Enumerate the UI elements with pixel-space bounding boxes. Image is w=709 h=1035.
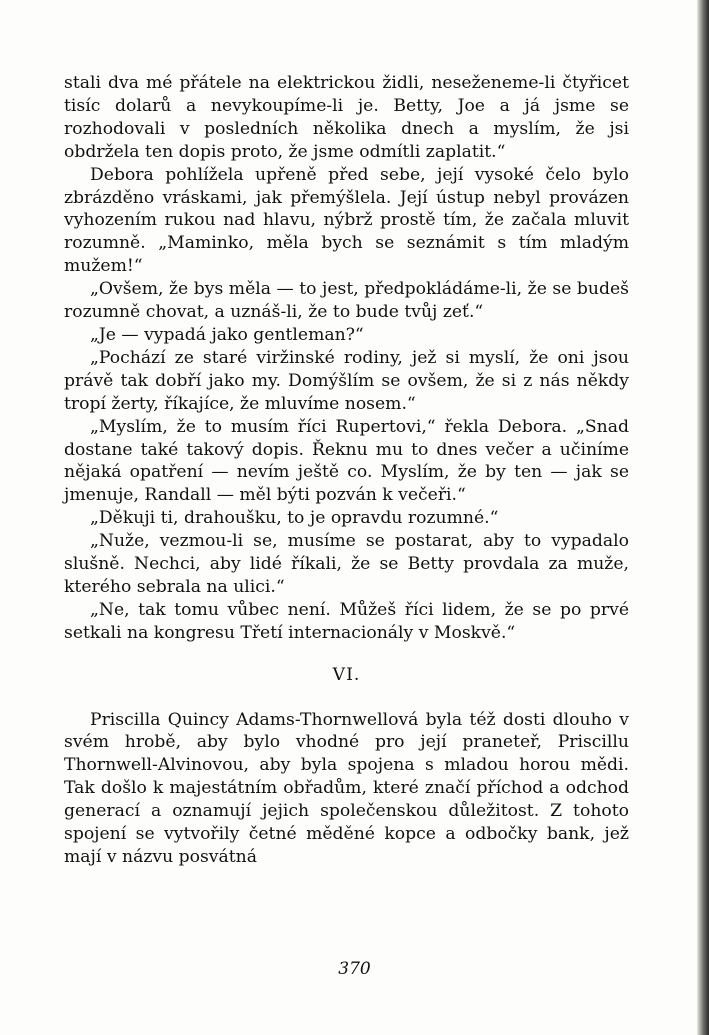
section-paragraph: Priscilla Quincy Adams-Thornwellová byla též dosti dlouho v svém hrobě, aby bylo vhodné pro její praneteř, Priscillu Thornwell-Alvinovou, aby byla spojena s mladou horou mědi. Tak došlo k majestátním obřadům, které značí příchod a odchod generací a oznamují jejich společenskou důležitost. Z tohoto spojení se vytvořily četné měděné kopce a odbočky bank, jež mají v názvu posvátná [64, 709, 629, 867]
paragraph: „Myslím, že to musím říci Rupertovi,“ řekla Debora. „Snad dostane také takový dopis. Řeknu mu to dnes večer a učiníme nějaká opatření — nevím ještě co. Myslím, že by ten — jak se jmenuje, Randall — měl býti pozván k večeři.“ [64, 416, 629, 506]
body-text [64, 72, 629, 869]
page-binding-shadow [697, 0, 709, 1035]
paragraph: „Nuže, vezmou-li se, musíme se postarat, aby to vypadalo slušně. Nechci, aby lidé říkali, že se Betty provdala za muže, kterého sebrala na ulici.“ [64, 531, 629, 597]
paragraph: „Ovšem, že bys měla — to jest, předpokládáme-li, že se budeš rozumně chovat, a uznáš-li, že to bude tvůj zeť.“ [64, 279, 629, 323]
section-heading: VI. [332, 664, 361, 685]
paragraph: „Je — vypadá jako gentleman?“ [90, 324, 364, 345]
paragraph: Debora pohlížela upřeně před sebe, její vysoké čelo bylo zbrázděno vráskami, jak přemýšlela. Její ústup nebyl provázen vyhozením rukou nad hlavu, nýbrž prostě tím, že začala mluvit rozumně. „Maminko, měla bych se seznámit s tím mladým mužem!“ [64, 164, 629, 277]
page-number: 370 [338, 959, 371, 979]
paragraph: „Ne, tak tomu vůbec není. Můžeš říci lidem, že se po prvé setkali na kongresu Třetí internacionály v Moskvě.“ [64, 599, 629, 643]
paragraph: stali dva mé přátele na elektrickou židli, neseženeme-li čtyřicet tisíc dolarů a nevykoupíme-li je. Betty, Joe a já jsme se rozhodovali v posledních několika dnech a myslím, že jsi obdržela ten dopis proto, že jsme odmítli zaplatit.“ [64, 73, 629, 162]
paragraph: „Děkuji ti, drahoušku, to je opravdu rozumné.“ [90, 508, 499, 529]
paragraph: „Pochází ze staré viržinské rodiny, jež si myslí, že oni jsou právě tak dobří jako my. Domýšlím se ovšem, že si z nás někdy tropí žerty, říkajíce, že mluvíme nosem.“ [64, 347, 629, 414]
